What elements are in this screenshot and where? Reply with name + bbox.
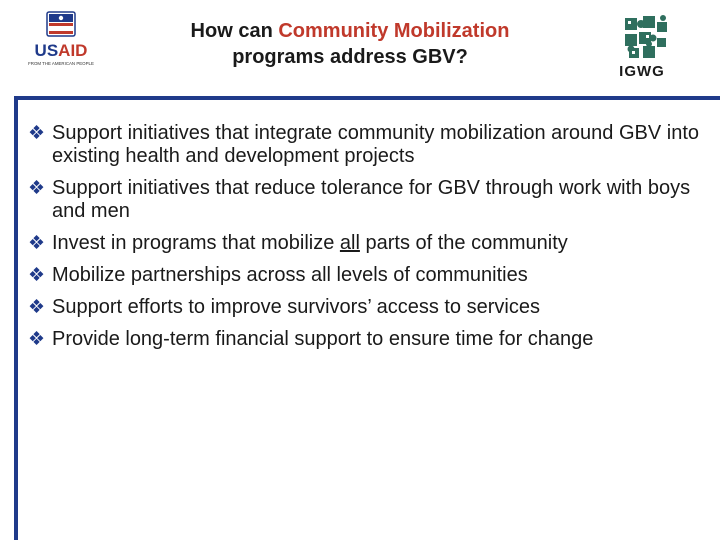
side-rule <box>14 96 18 540</box>
bullet-item-1 <box>28 122 708 168</box>
slide-title <box>120 18 580 70</box>
bullet-item-3 <box>28 232 708 255</box>
bullet-item-6 <box>28 328 708 351</box>
bullet-diamond-icon: ❖ <box>28 297 46 318</box>
bullet-item-2 <box>28 177 708 223</box>
igwg-logo <box>607 14 677 80</box>
usaid-logo <box>22 10 100 68</box>
bullet-text: Support initiatives that integrate community mobilization around GBV into existing health and development projects <box>52 122 700 167</box>
bullet-diamond-icon: ❖ <box>28 233 46 254</box>
igwg-wordmark: IGWG <box>619 63 665 80</box>
title-line-2: programs address GBV? <box>232 46 468 68</box>
usaid-wordmark <box>35 41 88 60</box>
usaid-wordmark-aid: AID <box>58 41 88 60</box>
usaid-seal-icon <box>47 12 75 36</box>
slide-header <box>0 0 720 96</box>
usaid-tagline: FROM THE AMERICAN PEOPLE <box>28 61 94 66</box>
bullet-item-4 <box>28 264 708 287</box>
bullet-item-5 <box>28 296 708 319</box>
bullet-text-before: Invest in programs that mobilize <box>52 232 340 254</box>
bullet-diamond-icon: ❖ <box>28 265 46 286</box>
bullet-text-after: parts of the community <box>359 232 568 254</box>
bullet-text: Provide long-term financial support to ensure time for change <box>52 328 594 350</box>
bullet-diamond-icon: ❖ <box>28 329 46 350</box>
bullet-text-underlined: all <box>339 232 360 254</box>
bullet-text: Mobilize partnerships across all levels of communities <box>52 264 528 286</box>
bullet-list <box>28 122 708 360</box>
bullet-text: Support efforts to improve survivors’ access to services <box>52 296 540 318</box>
header-rule <box>14 96 720 100</box>
bullet-text: Support initiatives that reduce tolerance for GBV through work with boys and men <box>52 177 691 222</box>
bullet-diamond-icon: ❖ <box>28 178 46 199</box>
title-accent: Community Mobilization <box>278 20 510 42</box>
usaid-wordmark-us: US <box>34 41 59 60</box>
bullet-diamond-icon: ❖ <box>28 123 46 144</box>
title-line-1 <box>120 18 580 44</box>
title-prefix: How can <box>190 20 279 42</box>
